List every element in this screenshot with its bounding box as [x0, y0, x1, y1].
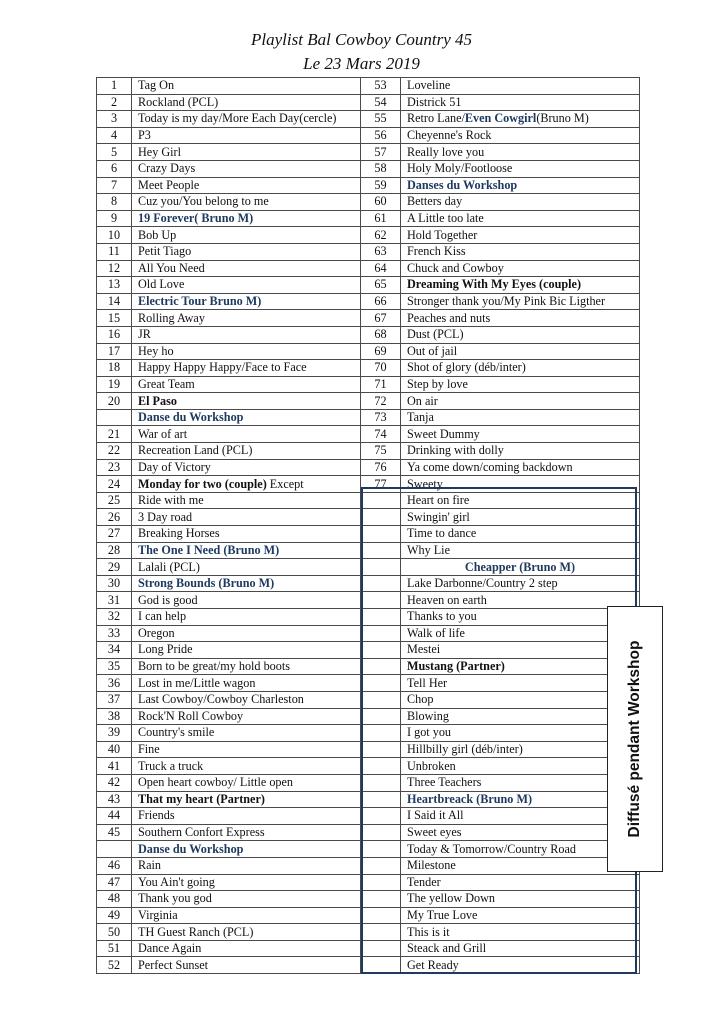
song-title	[132, 476, 361, 493]
song-title: Swingin' girl	[401, 509, 640, 526]
track-number: 73	[361, 409, 401, 426]
song-title: Southern Confort Express	[132, 824, 361, 841]
track-number: 19	[97, 376, 132, 393]
track-number: 60	[361, 194, 401, 211]
track-number	[361, 658, 401, 675]
song-title: Cuz you/You belong to me	[132, 194, 361, 211]
song-title: Old Love	[132, 277, 361, 294]
song-title: Crazy Days	[132, 160, 361, 177]
track-number: 21	[97, 426, 132, 443]
playlist-rows	[97, 78, 640, 974]
track-number: 39	[97, 725, 132, 742]
song-title: Steack and Grill	[401, 940, 640, 957]
table-row	[97, 459, 640, 476]
track-number: 32	[97, 609, 132, 626]
table-row	[97, 791, 640, 808]
song-title: Lost in me/Little wagon	[132, 675, 361, 692]
track-number: 10	[97, 227, 132, 244]
track-number	[361, 824, 401, 841]
table-row	[97, 526, 640, 543]
song-title: Truck a truck	[132, 758, 361, 775]
track-number: 17	[97, 343, 132, 360]
track-number: 76	[361, 459, 401, 476]
song-title: Drinking with dolly	[401, 443, 640, 460]
song-title: Step by love	[401, 376, 640, 393]
table-row	[97, 111, 640, 128]
song-title: Petit Tiago	[132, 243, 361, 260]
song-title: Heartbreack (Bruno M)	[401, 791, 640, 808]
song-title: Thank you god	[132, 891, 361, 908]
track-number	[361, 841, 401, 858]
song-title: Dust (PCL)	[401, 326, 640, 343]
page-title: Playlist Bal Cowboy Country 45	[251, 30, 472, 49]
song-title: Tag On	[132, 78, 361, 95]
track-number	[361, 509, 401, 526]
track-number: 30	[97, 575, 132, 592]
track-number	[361, 625, 401, 642]
song-title: Sweet eyes	[401, 824, 640, 841]
song-title: 3 Day road	[132, 509, 361, 526]
song-title: Three Teachers	[401, 774, 640, 791]
song-title: Blowing	[401, 708, 640, 725]
table-row	[97, 310, 640, 327]
table-row	[97, 924, 640, 941]
song-title: Day of Victory	[132, 459, 361, 476]
song-title: Ride with me	[132, 492, 361, 509]
track-number	[361, 891, 401, 908]
song-title: I got you	[401, 725, 640, 742]
track-number: 33	[97, 625, 132, 642]
song-title: Open heart cowboy/ Little open	[132, 774, 361, 791]
track-number	[361, 559, 401, 576]
side-label-text: Diffusé pendant Workshop	[626, 640, 643, 838]
table-row	[97, 575, 640, 592]
table-row	[97, 326, 640, 343]
track-number: 58	[361, 160, 401, 177]
song-title: Tender	[401, 874, 640, 891]
track-number	[361, 708, 401, 725]
song-title: JR	[132, 326, 361, 343]
table-row	[97, 343, 640, 360]
song-title: Holy Moly/Footloose	[401, 160, 640, 177]
table-row	[97, 260, 640, 277]
track-number: 48	[97, 891, 132, 908]
song-title: God is good	[132, 592, 361, 609]
track-number: 31	[97, 592, 132, 609]
table-row	[97, 194, 640, 211]
table-row	[97, 492, 640, 509]
track-number	[361, 808, 401, 825]
track-number: 42	[97, 774, 132, 791]
song-title: Danse du Workshop	[132, 841, 361, 858]
track-number	[97, 841, 132, 858]
song-title: Dance Again	[132, 940, 361, 957]
table-row	[97, 609, 640, 626]
track-number: 16	[97, 326, 132, 343]
track-number: 66	[361, 293, 401, 310]
track-number	[361, 642, 401, 659]
track-number: 41	[97, 758, 132, 775]
track-number: 43	[97, 791, 132, 808]
song-title: Danses du Workshop	[401, 177, 640, 194]
song-title: Rockland (PCL)	[132, 94, 361, 111]
table-row	[97, 691, 640, 708]
song-title: Mestei	[401, 642, 640, 659]
song-title: Hey ho	[132, 343, 361, 360]
track-number: 71	[361, 376, 401, 393]
song-title: That my heart (Partner)	[132, 791, 361, 808]
table-row	[97, 393, 640, 410]
table-row	[97, 907, 640, 924]
song-title: TH Guest Ranch (PCL)	[132, 924, 361, 941]
song-title: Virginia	[132, 907, 361, 924]
table-row	[97, 758, 640, 775]
track-number: 75	[361, 443, 401, 460]
table-row	[97, 227, 640, 244]
track-number: 49	[97, 907, 132, 924]
track-number	[361, 725, 401, 742]
song-title: Danse du Workshop	[132, 409, 361, 426]
song-title: Chuck and Cowboy	[401, 260, 640, 277]
track-number	[361, 542, 401, 559]
song-title: My True Love	[401, 907, 640, 924]
track-number: 18	[97, 360, 132, 377]
song-title: El Paso	[132, 393, 361, 410]
song-title: Hey Girl	[132, 144, 361, 161]
song-title: Bob Up	[132, 227, 361, 244]
track-number: 54	[361, 94, 401, 111]
song-title: 19 Forever( Bruno M)	[132, 210, 361, 227]
track-number: 36	[97, 675, 132, 692]
track-number: 65	[361, 277, 401, 294]
song-title: Long Pride	[132, 642, 361, 659]
track-number: 63	[361, 243, 401, 260]
song-title: Born to be great/my hold boots	[132, 658, 361, 675]
song-title: Fine	[132, 741, 361, 758]
song-title: The One I Need (Bruno M)	[132, 542, 361, 559]
track-number: 5	[97, 144, 132, 161]
song-title: French Kiss	[401, 243, 640, 260]
table-row	[97, 675, 640, 692]
table-row	[97, 476, 640, 493]
track-number: 44	[97, 808, 132, 825]
track-number: 53	[361, 78, 401, 95]
table-row	[97, 293, 640, 310]
track-number: 59	[361, 177, 401, 194]
track-number: 34	[97, 642, 132, 659]
table-row	[97, 841, 640, 858]
table-row	[97, 409, 640, 426]
track-number: 1	[97, 78, 132, 95]
track-number: 37	[97, 691, 132, 708]
track-number	[361, 957, 401, 974]
track-number: 69	[361, 343, 401, 360]
song-title: Tanja	[401, 409, 640, 426]
song-title	[401, 111, 640, 128]
track-number: 3	[97, 111, 132, 128]
song-title: Happy Happy Happy/Face to Face	[132, 360, 361, 377]
song-title: Breaking Horses	[132, 526, 361, 543]
song-title: Today & Tomorrow/Country Road	[401, 841, 640, 858]
table-row	[97, 774, 640, 791]
song-title: Peaches and nuts	[401, 310, 640, 327]
table-row	[97, 542, 640, 559]
song-title: Walk of life	[401, 625, 640, 642]
song-title: Heart on fire	[401, 492, 640, 509]
track-number	[361, 940, 401, 957]
table-row	[97, 642, 640, 659]
song-title-part: Retro Lane/	[407, 111, 465, 126]
song-title: Get Ready	[401, 957, 640, 974]
track-number: 15	[97, 310, 132, 327]
track-number: 29	[97, 559, 132, 576]
track-number: 27	[97, 526, 132, 543]
track-number: 55	[361, 111, 401, 128]
song-title-part: Even Cowgirl	[464, 111, 537, 126]
song-title: Country's smile	[132, 725, 361, 742]
workshop-side-label	[607, 606, 663, 872]
song-title: Lalali (PCL)	[132, 559, 361, 576]
track-number: 62	[361, 227, 401, 244]
table-row	[97, 376, 640, 393]
track-number: 40	[97, 741, 132, 758]
table-row	[97, 741, 640, 758]
track-number	[361, 609, 401, 626]
song-title: Rock'N Roll Cowboy	[132, 708, 361, 725]
track-number	[361, 741, 401, 758]
track-number: 26	[97, 509, 132, 526]
song-title: Shot of glory (déb/inter)	[401, 360, 640, 377]
track-number: 68	[361, 326, 401, 343]
song-title: Mustang (Partner)	[401, 658, 640, 675]
song-title: Rolling Away	[132, 310, 361, 327]
table-row	[97, 177, 640, 194]
song-title: P3	[132, 127, 361, 144]
song-title: I can help	[132, 609, 361, 626]
track-number: 45	[97, 824, 132, 841]
track-number: 52	[97, 957, 132, 974]
table-row	[97, 94, 640, 111]
track-number: 9	[97, 210, 132, 227]
song-title: A Little too late	[401, 210, 640, 227]
song-title: Oregon	[132, 625, 361, 642]
song-title: The yellow Down	[401, 891, 640, 908]
song-title: Chop	[401, 691, 640, 708]
track-number: 61	[361, 210, 401, 227]
table-row	[97, 625, 640, 642]
track-number: 13	[97, 277, 132, 294]
track-number: 14	[97, 293, 132, 310]
track-number: 38	[97, 708, 132, 725]
track-number	[97, 409, 132, 426]
song-title-part: (Bruno M)	[536, 111, 589, 126]
track-number: 11	[97, 243, 132, 260]
song-title: Dreaming With My Eyes (couple)	[401, 277, 640, 294]
page-subtitle: Le 23 Mars 2019	[303, 54, 420, 73]
track-number: 25	[97, 492, 132, 509]
table-row	[97, 857, 640, 874]
table-row	[97, 874, 640, 891]
table-row	[97, 78, 640, 95]
track-number	[361, 907, 401, 924]
table-row	[97, 725, 640, 742]
song-title: Milestone	[401, 857, 640, 874]
song-title: You Ain't going	[132, 874, 361, 891]
track-number: 23	[97, 459, 132, 476]
song-title: Sweet Dummy	[401, 426, 640, 443]
track-number	[361, 492, 401, 509]
table-row	[97, 426, 640, 443]
track-number	[361, 857, 401, 874]
song-title: War of art	[132, 426, 361, 443]
track-number: 6	[97, 160, 132, 177]
playlist-table	[96, 77, 640, 974]
table-row	[97, 443, 640, 460]
song-title: Loveline	[401, 78, 640, 95]
song-title-part: Except	[266, 476, 304, 491]
song-title: Sweety	[401, 476, 640, 493]
table-row	[97, 277, 640, 294]
track-number: 20	[97, 393, 132, 410]
track-number: 4	[97, 127, 132, 144]
song-title: Hold Together	[401, 227, 640, 244]
track-number: 22	[97, 443, 132, 460]
song-title: Ya come down/coming backdown	[401, 459, 640, 476]
table-row	[97, 210, 640, 227]
song-title: Strong Bounds (Bruno M)	[132, 575, 361, 592]
track-number: 57	[361, 144, 401, 161]
song-title: All You Need	[132, 260, 361, 277]
track-number: 70	[361, 360, 401, 377]
track-number: 35	[97, 658, 132, 675]
song-title: Perfect Sunset	[132, 957, 361, 974]
track-number: 67	[361, 310, 401, 327]
song-title: Thanks to you	[401, 609, 640, 626]
song-title: Time to dance	[401, 526, 640, 543]
song-title: Lake Darbonne/Country 2 step	[401, 575, 640, 592]
table-row	[97, 891, 640, 908]
song-title: Heaven on earth	[401, 592, 640, 609]
table-row	[97, 127, 640, 144]
table-row	[97, 360, 640, 377]
song-title: I Said it All	[401, 808, 640, 825]
track-number: 77	[361, 476, 401, 493]
track-number: 2	[97, 94, 132, 111]
track-number: 46	[97, 857, 132, 874]
table-row	[97, 808, 640, 825]
track-number: 12	[97, 260, 132, 277]
track-number: 64	[361, 260, 401, 277]
table-row	[97, 957, 640, 974]
track-number: 74	[361, 426, 401, 443]
song-title: Why Lie	[401, 542, 640, 559]
table-row	[97, 592, 640, 609]
table-row	[97, 708, 640, 725]
song-title: Stronger thank you/My Pink Bic Ligther	[401, 293, 640, 310]
track-number	[361, 675, 401, 692]
table-row	[97, 144, 640, 161]
song-title: Friends	[132, 808, 361, 825]
song-title: Cheapper (Bruno M)	[401, 559, 640, 576]
song-title: Electric Tour Bruno M)	[132, 293, 361, 310]
table-row	[97, 940, 640, 957]
track-number: 7	[97, 177, 132, 194]
track-number	[361, 774, 401, 791]
song-title: Recreation Land (PCL)	[132, 443, 361, 460]
song-title: Really love you	[401, 144, 640, 161]
track-number	[361, 691, 401, 708]
song-title: Today is my day/More Each Day(cercle)	[132, 111, 361, 128]
song-title: Great Team	[132, 376, 361, 393]
track-number	[361, 874, 401, 891]
track-number: 47	[97, 874, 132, 891]
track-number	[361, 791, 401, 808]
song-title: Districk 51	[401, 94, 640, 111]
track-number	[361, 758, 401, 775]
track-number: 56	[361, 127, 401, 144]
track-number	[361, 526, 401, 543]
song-title: Last Cowboy/Cowboy Charleston	[132, 691, 361, 708]
track-number: 24	[97, 476, 132, 493]
song-title: This is it	[401, 924, 640, 941]
table-row	[97, 243, 640, 260]
track-number	[361, 924, 401, 941]
table-row	[97, 824, 640, 841]
table-row	[97, 658, 640, 675]
song-title: Tell Her	[401, 675, 640, 692]
table-row	[97, 509, 640, 526]
track-number: 51	[97, 940, 132, 957]
track-number	[361, 575, 401, 592]
song-title: Meet People	[132, 177, 361, 194]
song-title: Unbroken	[401, 758, 640, 775]
track-number: 28	[97, 542, 132, 559]
song-title: Rain	[132, 857, 361, 874]
table-row	[97, 160, 640, 177]
song-title: Cheyenne's Rock	[401, 127, 640, 144]
song-title: Hillbilly girl (déb/inter)	[401, 741, 640, 758]
track-number: 50	[97, 924, 132, 941]
track-number: 8	[97, 194, 132, 211]
table-row	[97, 559, 640, 576]
song-title: Out of jail	[401, 343, 640, 360]
song-title-part: Monday for two (couple)	[138, 476, 267, 491]
song-title: On air	[401, 393, 640, 410]
track-number	[361, 592, 401, 609]
song-title: Betters day	[401, 194, 640, 211]
track-number: 72	[361, 393, 401, 410]
